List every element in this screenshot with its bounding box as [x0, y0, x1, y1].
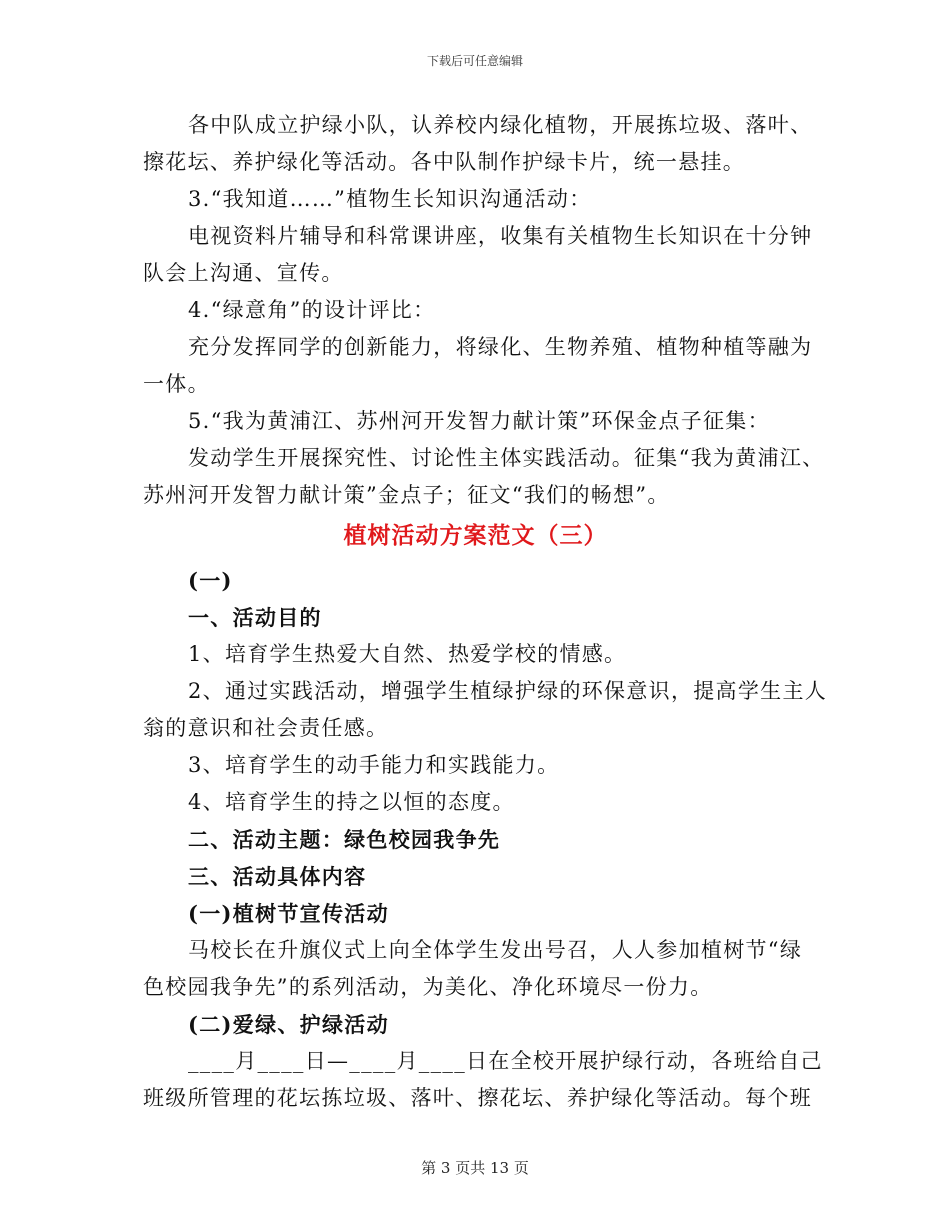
goal-item: 4、培育学生的持之以恒的态度。 — [188, 790, 515, 814]
item-heading: 5.“我为黄浦江、苏州河开发智力献计策”环保金点子征集： — [188, 409, 770, 433]
subsection-marker: (一) — [188, 568, 233, 593]
page-footer: 第 3 页共 13 页 — [421, 1159, 529, 1177]
paragraph-line: 苏州河开发智力献计策”金点子；征文“我们的畅想”。 — [143, 483, 670, 507]
paragraph-line: 一体。 — [143, 372, 210, 396]
heading-content: 三、活动具体内容 — [188, 864, 367, 889]
content-item-title: (一)植树节宣传活动 — [188, 901, 389, 926]
paragraph-line: 充分发挥同学的创新能力，将绿化、生物养殖、植物种植等融为 — [188, 335, 813, 359]
content-item-title: (二)爱绿、护绿活动 — [188, 1012, 389, 1037]
paragraph-line: 马校长在升旗仪式上向全体学生发出号召，人人参加植树节“绿 — [188, 938, 803, 962]
paragraph-line: 色校园我争先”的系列活动，为美化、净化环境尽一份力。 — [143, 975, 713, 999]
item-heading: 4.“绿意角”的设计评比： — [188, 298, 436, 322]
paragraph-line: 发动学生开展探究性、讨论性主体实践活动。征集“我为黄浦江、 — [188, 446, 825, 470]
item-heading: 3.“我知道……”植物生长知识沟通活动： — [188, 187, 592, 211]
paragraph-line: ____月____日—____月____日在全校开展护绿行动，各班给自己 — [188, 1049, 823, 1073]
document-body — [143, 107, 828, 1117]
goal-item: 2、通过实践活动，增强学生植绿护绿的环保意识，提高学生主人 — [188, 679, 828, 703]
heading-theme: 二、活动主题：绿色校园我争先 — [188, 827, 501, 852]
goal-item: 3、培育学生的动手能力和实践能力。 — [188, 753, 560, 777]
paragraph-line: 各中队成立护绿小队，认养校内绿化植物，开展拣垃圾、落叶、 — [188, 113, 813, 137]
goal-item: 1、培育学生热爱大自然、热爱学校的情感。 — [188, 642, 627, 666]
section-title: 植树活动方案范文（三） — [343, 522, 608, 549]
paragraph-line: 擦花坛、养护绿化等活动。各中队制作护绿卡片，统一悬挂。 — [143, 150, 746, 174]
paragraph-line: 电视资料片辅导和科常课讲座，收集有关植物生长知识在十分钟 — [188, 224, 813, 248]
paragraph-line: 队会上沟通、宣传。 — [143, 261, 344, 285]
page-header: 下载后可任意编辑 — [426, 54, 523, 68]
goal-item-cont: 翁的意识和社会责任感。 — [143, 716, 389, 740]
heading-goal: 一、活动目的 — [188, 605, 322, 630]
paragraph-line: 班级所管理的花坛拣垃圾、落叶、擦花坛、养护绿化等活动。每个班 — [143, 1086, 812, 1110]
